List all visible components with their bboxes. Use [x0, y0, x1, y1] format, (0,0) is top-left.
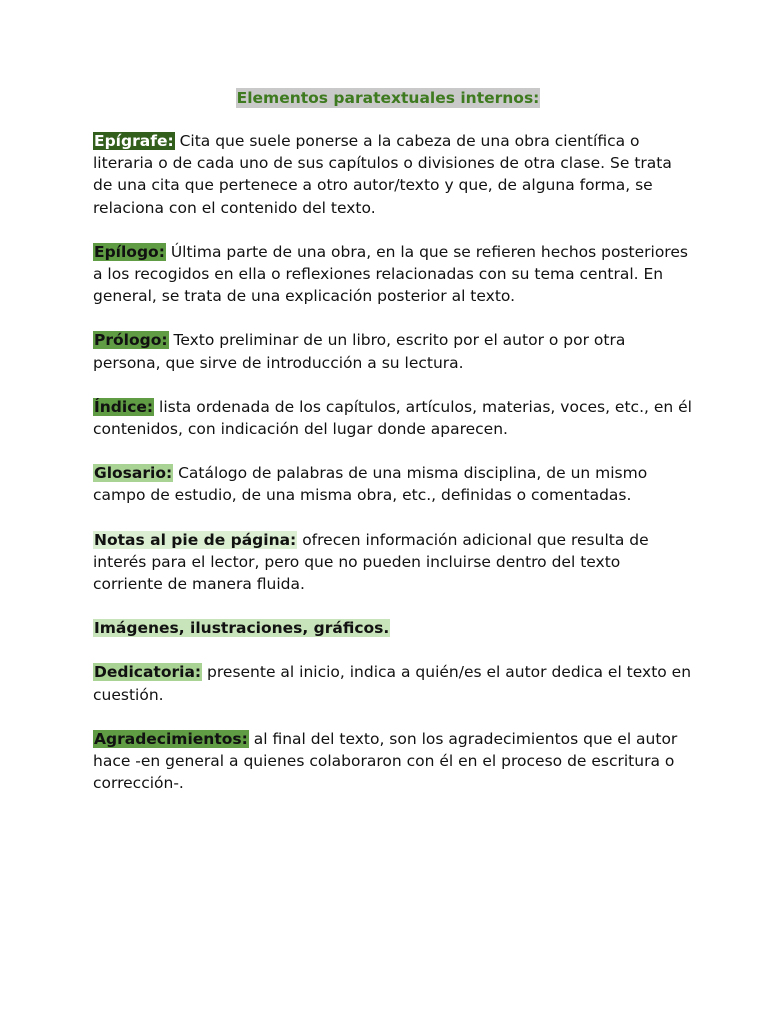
entry-dedicatoria	[93, 661, 693, 705]
definition-indice: lista ordenada de los capítulos, artículos, materias, voces, etc., en él contenidos, con indicación del lugar donde aparecen.	[93, 397, 692, 439]
term-epigrafe: Epígrafe:	[94, 132, 174, 150]
entry-epigrafe	[93, 130, 693, 219]
term-epilogo: Epílogo:	[94, 242, 165, 261]
term-dedicatoria: Dedicatoria:	[94, 663, 202, 682]
definition-dedicatoria: presente al inicio, indica a quién/es el autor dedica el texto en cuestión.	[93, 663, 692, 704]
document-title: Elementos paratextuales internos:	[236, 89, 540, 107]
term-imagenes: Imágenes, ilustraciones, gráficos.	[94, 619, 390, 638]
definition-prologo: Texto preliminar de un libro, escrito por el autor o por otra persona, que sirve de introducción a su lectura.	[93, 331, 626, 372]
entry-imagenes	[93, 617, 693, 639]
entry-indice	[93, 396, 693, 440]
entry-agradecimientos	[93, 728, 693, 795]
term-prologo: Prólogo:	[94, 331, 168, 350]
definition-epilogo: Última parte de una obra, en la que se refieren hechos posteriores a los recogidos en ella o reflexiones relacionadas con su tema central. En general, se trata de una explicación posterior al texto.	[93, 242, 688, 306]
term-indice: Índice:	[94, 397, 154, 416]
term-glosario: Glosario:	[94, 464, 173, 483]
definition-glosario: Catálogo de palabras de una misma disciplina, de un mismo campo de estudio, de una misma obra, etc., definidas o comentadas.	[93, 464, 648, 505]
document-page	[93, 88, 693, 816]
term-notas: Notas al pie de página:	[94, 530, 297, 549]
title-row	[83, 88, 693, 108]
entry-prologo	[93, 329, 693, 373]
definition-epigrafe: Cita que suele ponerse a la cabeza de una obra científica o literaria o de cada uno de sus capítulos o divisiones de otra clase. Se trata de una cita que pertenece a otro autor/texto y que, de alguna forma, se relaciona con el contenido del texto.	[93, 132, 672, 217]
entry-epilogo	[93, 241, 693, 308]
definition-notas: ofrecen información adicional que resulta de interés para el lector, pero que no pueden incluirse dentro del texto corriente de manera fluida.	[93, 530, 649, 594]
entry-notas	[93, 529, 693, 596]
definition-agradecimientos: al final del texto, son los agradecimientos que el autor hace -en general a quienes colaboraron con él en el proceso de escritura o corrección-.	[93, 729, 678, 793]
entry-glosario	[93, 462, 693, 506]
term-agradecimientos: Agradecimientos:	[94, 729, 248, 748]
